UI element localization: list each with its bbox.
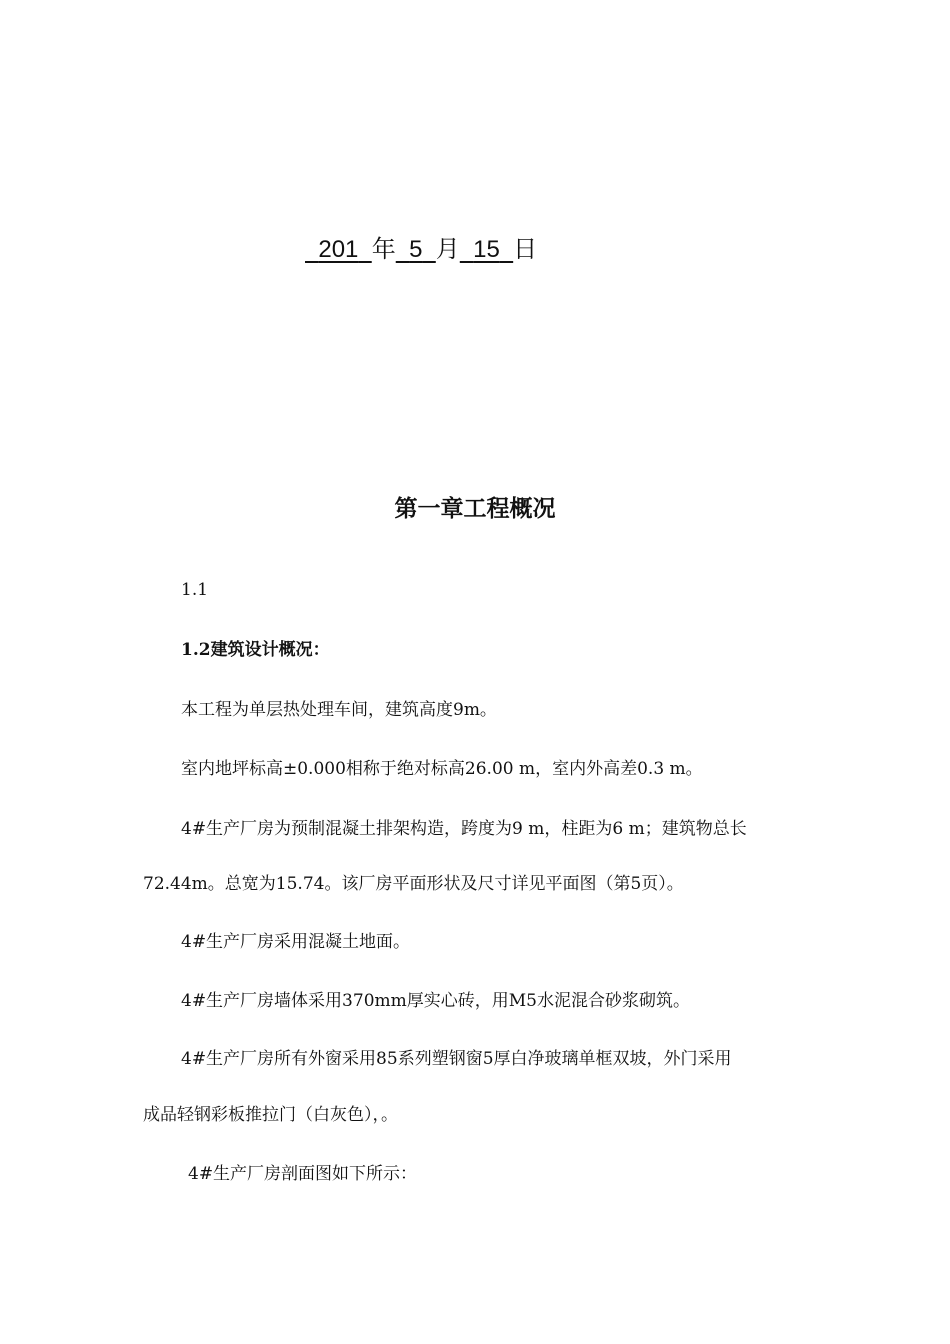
section-1-1-heading: 1.1 — [181, 580, 209, 600]
date-year-unit: 年 — [371, 236, 396, 263]
paragraph-section-drawing: 4#生产厂房剖面图如下所示： — [188, 1164, 418, 1184]
date-year-value: 201 — [318, 236, 359, 263]
paragraph-structure-line2: 72.44m。总宽为15.74。该厂房平面形状及尺寸详见平面图（第5页）。 — [143, 874, 684, 894]
paragraph-building-height: 本工程为单层热处理车间，建筑高度9m。 — [181, 700, 497, 720]
chapter-title: 第一章工程概况 — [394, 496, 556, 522]
date-day — [460, 236, 513, 263]
date-line — [305, 234, 537, 266]
paragraph-walls: 4#生产厂房墙体采用370mm厚实心砖，用M5水泥混合砂浆砌筑。 — [181, 991, 690, 1011]
paragraph-structure-line1: 4#生产厂房为预制混凝土排架构造，跨度为9 m，柱距为6 m；建筑物总长 — [181, 819, 747, 839]
date-year — [305, 236, 372, 263]
date-month-value: 5 — [409, 236, 423, 263]
date-month — [396, 236, 436, 263]
section-1-2-heading: 1.2建筑设计概况： — [181, 640, 330, 660]
paragraph-elevation: 室内地坪标高±0.000相称于绝对标高26.00 m，室内外高差0.3 m。 — [181, 759, 703, 779]
paragraph-windows-line1: 4#生产厂房所有外窗采用85系列塑钢窗5厚白净玻璃单框双坡，外门采用 — [181, 1049, 732, 1069]
paragraph-windows-line2: 成品轻钢彩板推拉门（白灰色），。 — [143, 1105, 398, 1125]
date-day-value: 15 — [473, 236, 500, 263]
date-month-unit: 月 — [435, 236, 460, 263]
date-day-unit: 日 — [513, 236, 538, 263]
paragraph-floor: 4#生产厂房采用混凝土地面。 — [181, 932, 411, 952]
